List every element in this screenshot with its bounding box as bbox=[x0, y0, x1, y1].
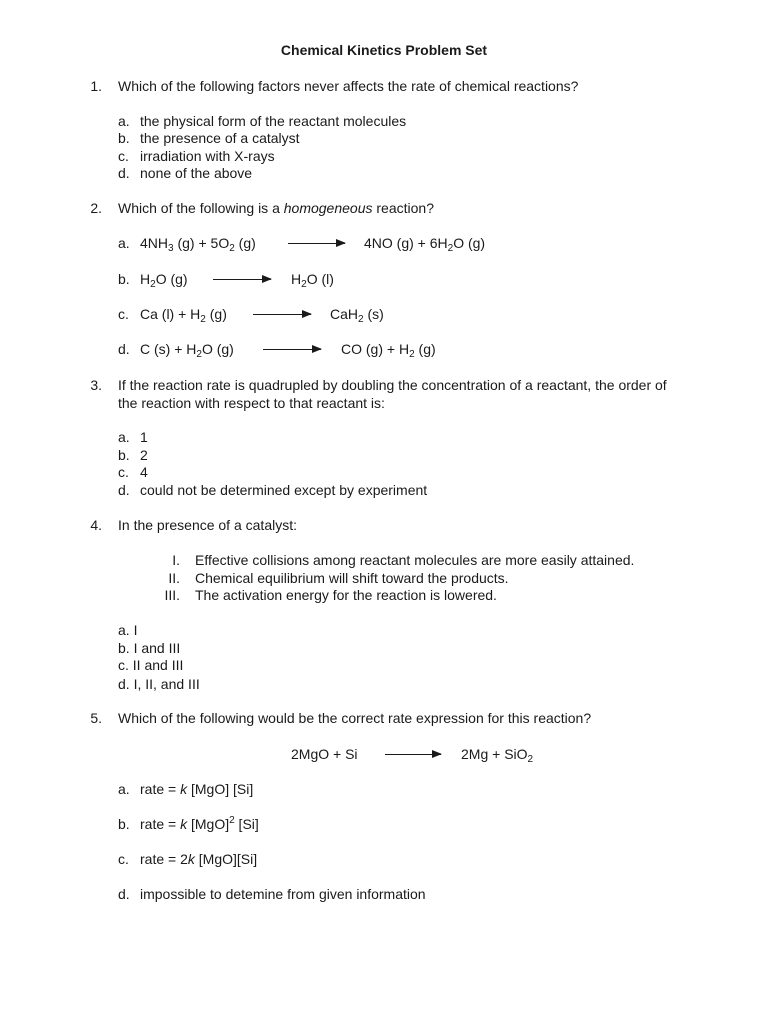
question-3-text-line-2: the reaction with respect to that reactant is: bbox=[118, 395, 385, 411]
question-3-option-c: c. 4 bbox=[118, 464, 148, 480]
question-5-option-a: a. rate = k [MgO] [Si] bbox=[118, 781, 254, 797]
question-2-number: 2. bbox=[90, 200, 102, 216]
question-5-number: 5. bbox=[90, 710, 102, 726]
reaction-arrow bbox=[263, 349, 321, 350]
question-5-option-d: d. impossible to detemine from given information bbox=[118, 886, 426, 902]
question-4-number: 4. bbox=[90, 517, 102, 533]
reaction-arrow bbox=[253, 314, 311, 315]
reaction-rhs: 2Mg + SiO$_2$ bbox=[461, 746, 534, 765]
question-4-text: In the presence of a catalyst: bbox=[118, 517, 297, 533]
question-3-number: 3. bbox=[90, 377, 102, 393]
reaction-arrow bbox=[385, 754, 441, 755]
question-5-text: Which of the following would be the correct rate expression for this reaction? bbox=[118, 710, 592, 726]
question-3-text-line-1: If the reaction rate is quadrupled by doubling the concentration of a reactant, the order of bbox=[118, 377, 667, 393]
question-2-option-b-lhs: b. $H_2O$ (g) bbox=[118, 271, 188, 290]
statement-2-numeral: II. bbox=[168, 570, 180, 586]
reaction-arrow bbox=[213, 279, 271, 280]
question-1-option-b: b. the presence of a catalyst bbox=[118, 130, 300, 146]
question-2-option-c-rhs: CaH$_2$ (s) bbox=[330, 306, 384, 325]
statement-1-text: Effective collisions among reactant molecules are more easily attained. bbox=[195, 552, 635, 568]
question-1-option-a: a. the physical form of the reactant molecules bbox=[118, 113, 407, 129]
statement-2-text: Chemical equilibrium will shift toward the products. bbox=[195, 570, 509, 586]
question-2-option-a-rhs: 4NO $(g) + 6H_2O$ (g) bbox=[364, 235, 486, 254]
question-5-option-c: c. rate = 2k [MgO][Si] bbox=[118, 851, 258, 867]
question-3-option-d: d. could not be determined except by experiment bbox=[118, 482, 428, 498]
statement-3-text: The activation energy for the reaction is lowered. bbox=[195, 587, 497, 603]
question-1-option-d: d. none of the above bbox=[118, 165, 253, 181]
question-2-option-d-lhs: d. C $(s) + H_2O$ (g) bbox=[118, 341, 234, 360]
page-title: Chemical Kinetics Problem Set bbox=[280, 42, 488, 58]
question-2-text: Which of the following is a homogeneous reaction? bbox=[118, 200, 434, 216]
question-2-option-b-rhs: $H_2O$ (l) bbox=[291, 271, 334, 290]
statement-1-numeral: I. bbox=[172, 552, 180, 568]
question-4-option-b: b. I and III bbox=[118, 640, 181, 656]
reaction-lhs: 2MgO + Si bbox=[291, 746, 358, 762]
statement-3-numeral: III. bbox=[164, 587, 180, 603]
question-4-option-d: d. I, II, and III bbox=[118, 676, 200, 692]
question-2-option-d-rhs: CO $(g) + H_2$ (g) bbox=[341, 341, 436, 360]
question-3-option-b: b. 2 bbox=[118, 447, 148, 463]
question-2-option-c-lhs: c. Ca $(l) + H_2$ (g) bbox=[118, 306, 227, 325]
question-3-option-a: a. 1 bbox=[118, 429, 148, 445]
question-2-option-a-lhs: a. $4NH_3$ $(g) + 5O_2$ (g) bbox=[118, 235, 256, 254]
question-5-option-b: b. rate = k [MgO]$^2$ [Si] bbox=[118, 815, 259, 832]
reaction-arrow bbox=[288, 243, 345, 244]
question-1-text: Which of the following factors never affects the rate of chemical reactions? bbox=[118, 78, 579, 94]
question-4-option-c: c. II and III bbox=[118, 657, 184, 673]
question-4-option-a: a. I bbox=[118, 622, 138, 638]
question-1-option-c: c. irradiation with X-rays bbox=[118, 148, 275, 164]
question-1-number: 1. bbox=[90, 78, 102, 94]
